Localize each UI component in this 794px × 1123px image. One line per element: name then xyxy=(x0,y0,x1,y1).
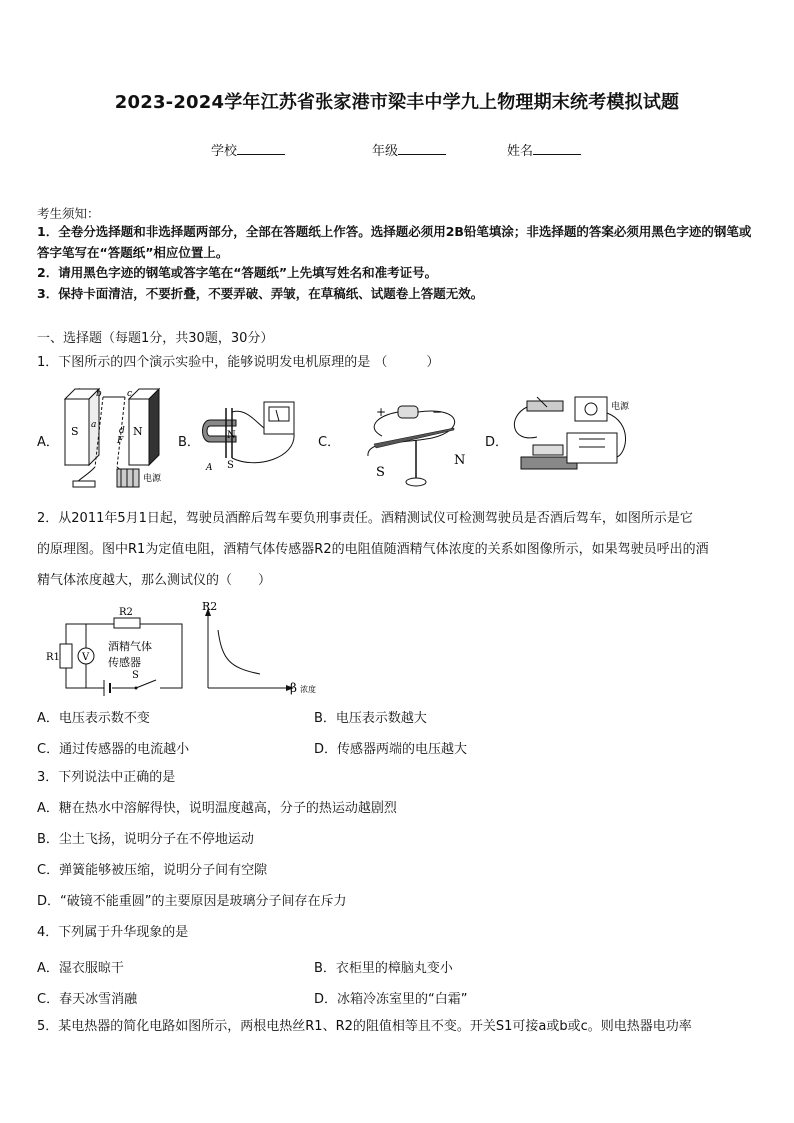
fig-a-source: 电源 xyxy=(143,474,162,484)
q4-option-c: C．春天冰雪消融 xyxy=(37,992,138,1007)
q4-option-d: D．冰箱冷冻室里的“白霜” xyxy=(314,992,468,1007)
q2-circuit-diagram xyxy=(44,604,186,696)
q1-option-c-label: C． xyxy=(318,435,341,450)
fig-b-a: A xyxy=(206,463,213,473)
notice-item-3: 3．保持卡面清洁，不要折叠，不要弄破、弄皱，在草稿纸、试题卷上答题无效。 xyxy=(37,286,484,301)
q1-figure-a xyxy=(55,383,173,495)
notice-item-1: 1．全卷分选择题和非选择题两部分，全部在答题纸上作答。选择题必须用2B铅笔填涂；非选择题的答案必须用黑色字迹的钢笔或答字笔写在“答题纸”相应位置上。 xyxy=(37,224,752,260)
q3-option-b: B．尘土飞扬，说明分子在不停地运动 xyxy=(37,832,254,847)
q3-option-c: C．弹簧能够被压缩，说明分子间有空隙 xyxy=(37,863,268,878)
q2-option-a: A．电压表示数不变 xyxy=(37,711,150,726)
name-field: 姓名 xyxy=(507,140,581,159)
q1-figure-b xyxy=(196,398,306,476)
q4-stem: 4．下列属于升华现象的是 xyxy=(37,925,189,940)
q2-stem-1: 2．从2011年5月1日起，驾驶员酒醉后驾车要负刑事责任。酒精测试仪可检测驾驶员是否酒后驾车，如图所示是它 xyxy=(37,511,693,526)
circuit-v: V xyxy=(82,652,90,663)
q1-option-b-label: B． xyxy=(178,435,200,450)
q4-option-a: A．湿衣服晾干 xyxy=(37,961,124,976)
fig-c-minus: − xyxy=(432,405,443,419)
q3-stem: 3．下列说法中正确的是 xyxy=(37,770,176,785)
circuit-sensor-2: 传感器 xyxy=(108,656,141,669)
q2-option-c: C．通过传感器的电流越小 xyxy=(37,742,190,757)
notice-heading: 考生须知： xyxy=(37,206,100,221)
fig-b-s: S xyxy=(227,460,234,471)
q2-resistance-graph xyxy=(196,600,326,696)
school-field: 学校 xyxy=(211,140,285,159)
grade-field: 年级 xyxy=(372,140,446,159)
q2-stem-2: 的原理图。图中R1为定值电阻，酒精气体传感器R2的电阻值随酒精气体浓度的关系如图像所示，如果驾驶员呼出的酒 xyxy=(37,542,709,557)
fig-a-s-label: S xyxy=(71,425,79,438)
q1-option-a-label: A． xyxy=(37,435,59,450)
q1-option-d-label: D． xyxy=(485,435,509,450)
fig-a-a: a xyxy=(91,420,97,430)
circuit-r2: R2 xyxy=(119,607,133,618)
fig-a-d: d xyxy=(119,426,125,436)
graph-x-label: β xyxy=(290,681,297,695)
q3-option-a: A．糖在热水中溶解得快，说明温度越高，分子的热运动越剧烈 xyxy=(37,801,397,816)
notice-item-2: 2．请用黑色字迹的钢笔或答字笔在“答题纸”上先填写姓名和准考证号。 xyxy=(37,265,438,280)
page-title: 2023-2024学年江苏省张家港市梁丰中学九上物理期末统考模拟试题 xyxy=(114,92,680,113)
q1-stem: 1．下图所示的四个演示实验中，能够说明发电机原理的是 （ ） xyxy=(37,355,440,370)
fig-a-b: b xyxy=(96,389,102,399)
fig-a-c: c xyxy=(127,389,133,399)
circuit-r1: R1 xyxy=(46,652,60,663)
circuit-s: S xyxy=(132,670,139,681)
fig-b-n: N xyxy=(227,430,236,441)
q3-option-d: D．“破镜不能重圆”的主要原因是玻璃分子间存在斥力 xyxy=(37,894,347,909)
fig-c-s: S xyxy=(376,465,385,480)
fig-c-n: N xyxy=(454,453,466,468)
fig-d-source: 电源 xyxy=(611,402,630,412)
fig-c-plus: + xyxy=(376,405,387,419)
graph-y-label: R2 xyxy=(202,600,218,613)
q5-stem: 5．某电热器的简化电路如图所示，两根电热丝R1、R2的阻值相等且不变。开关S1可接a或b或c。则电热器电功率 xyxy=(37,1019,692,1034)
q2-option-d: D．传感器两端的电压越大 xyxy=(314,742,468,757)
section-heading: 一、选择题（每题1分，共30题，30分） xyxy=(37,331,274,346)
graph-x-unit: 浓度 xyxy=(300,685,316,694)
fig-a-f: F xyxy=(117,436,124,446)
q2-option-b: B．电压表示数越大 xyxy=(314,711,427,726)
q1-figure-c xyxy=(362,398,474,490)
circuit-sensor-1: 酒精气体 xyxy=(108,640,152,653)
q2-stem-3: 精气体浓度越大，那么测试仪的（ ） xyxy=(37,573,272,588)
fig-a-n-label: N xyxy=(133,425,143,438)
q4-option-b: B．衣柜里的樟脑丸变小 xyxy=(314,961,453,976)
q1-figure-d xyxy=(507,393,645,485)
